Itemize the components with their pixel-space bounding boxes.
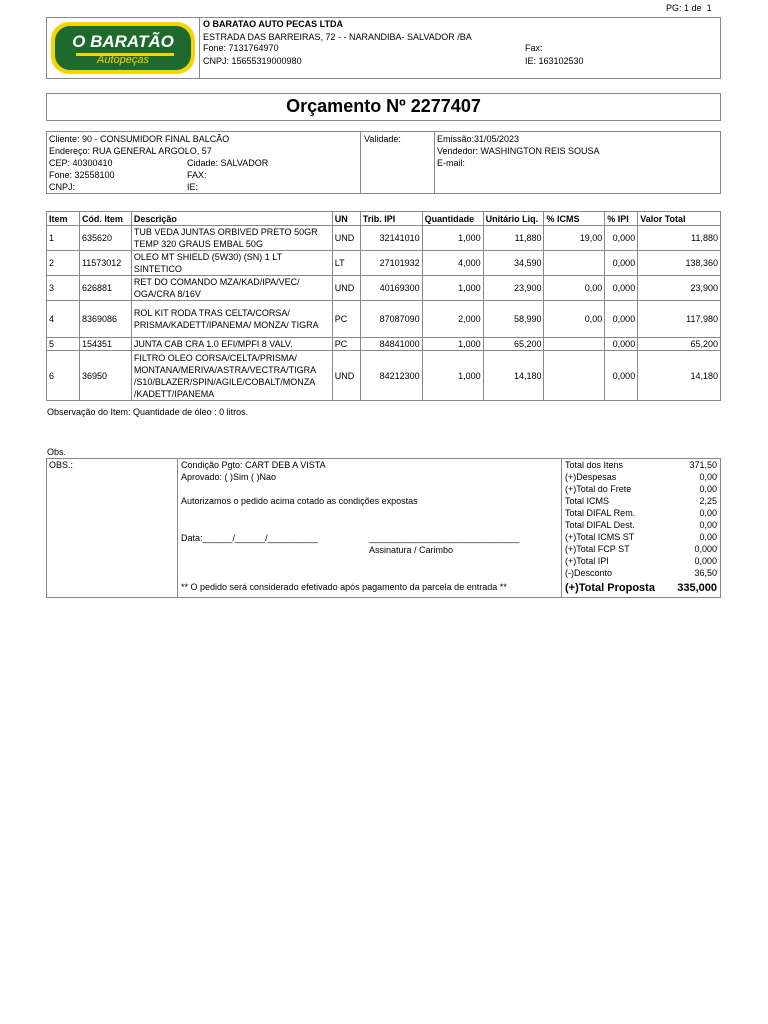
client-name: Cliente: 90 - CONSUMIDOR FINAL BALCÃO: [49, 134, 230, 144]
page-label: PG:: [666, 3, 682, 13]
cell-description: ROL KIT RODA TRAS CELTA/CORSA/ PRISMA/KADETT/IPANEMA/ MONZA/ TIGRA: [131, 301, 332, 338]
total-value: 371,50: [689, 460, 717, 470]
cell-quantity: 1,000: [422, 276, 483, 301]
client-fax: FAX:: [187, 170, 207, 180]
total-label: Total DIFAL Dest.: [565, 520, 635, 530]
cell-total: 23,900: [638, 276, 721, 301]
table-row: [47, 351, 721, 401]
cell-quantity: 1,000: [422, 226, 483, 251]
cell-icms: 19,00: [544, 226, 605, 251]
cell-item: 3: [47, 276, 80, 301]
cell-unit: UND: [332, 226, 360, 251]
cell-description: JUNTA CAB CRA 1.0 EFI/MPFI 8 VALV.: [131, 338, 332, 351]
company-name: O BARATAO AUTO PECAS LTDA: [203, 19, 343, 29]
cell-unit: PC: [332, 301, 360, 338]
cell-quantity: 4,000: [422, 251, 483, 276]
cell-trib-ipi: 32141010: [360, 226, 422, 251]
cell-code: 635620: [79, 226, 131, 251]
cell-description: OLEO MT SHIELD (5W30) (SN) 1 LT SINTETICO: [131, 251, 332, 276]
item-observation: Observação do Item: Quantidade de óleo : 0 litros.: [47, 407, 249, 417]
cell-total: 138,360: [638, 251, 721, 276]
cell-trib-ipi: 40169300: [360, 276, 422, 301]
issue-date: Emissão:31/05/2023: [437, 134, 520, 144]
col-header-code: Cód. Item: [79, 212, 131, 226]
company-ie: IE: 163102530: [525, 56, 584, 66]
cell-ipi: 0,000: [605, 276, 638, 301]
total-label: (+)Total do Frete: [565, 484, 632, 494]
cell-unit-price: 65,200: [483, 338, 544, 351]
total-value: 0,000: [694, 556, 717, 566]
signature-label: Assinatura / Carimbo: [369, 545, 454, 555]
cell-unit-price: 14,180: [483, 351, 544, 401]
total-label: Total dos Itens: [565, 460, 624, 470]
cell-quantity: 1,000: [422, 351, 483, 401]
items-header-row: [47, 212, 721, 226]
col-header-item: Item: [47, 212, 80, 226]
total-label: Total ICMS: [565, 496, 610, 506]
authorization-text: Autorizamos o pedido acima cotado as condições expostas: [181, 496, 418, 506]
total-proposta-label: (+)Total Proposta: [565, 582, 655, 594]
total-label: Total DIFAL Rem.: [565, 508, 636, 518]
payment-condition: Condição Pgto: CART DEB A VISTA: [181, 460, 326, 470]
cell-total: 117,980: [638, 301, 721, 338]
cell-icms: [544, 351, 605, 401]
page-current: 1: [684, 3, 690, 13]
cell-unit-price: 58,990: [483, 301, 544, 338]
company-phone: Fone: 7131764970: [203, 43, 279, 53]
date-field: Data:______/______/__________: [181, 533, 318, 543]
cell-total: 65,200: [638, 338, 721, 351]
cell-item: 1: [47, 226, 80, 251]
cell-trib-ipi: 84212300: [360, 351, 422, 401]
cell-trib-ipi: 27101932: [360, 251, 422, 276]
signature-line: ______________________________: [369, 533, 520, 543]
cell-unit: PC: [332, 338, 360, 351]
cell-trib-ipi: 87087090: [360, 301, 422, 338]
cell-icms: 0,00: [544, 301, 605, 338]
col-header-description: Descrição: [131, 212, 332, 226]
total-label: (-)Desconto: [565, 568, 613, 578]
seller: Vendedor: WASHINGTON REIS SOUSA: [437, 146, 600, 156]
logo-main-text: O BARATÃO: [72, 32, 174, 51]
cell-icms: [544, 338, 605, 351]
obs-box-label: OBS.:: [49, 460, 74, 470]
table-row: [47, 276, 721, 301]
total-value: 0,00: [699, 484, 717, 494]
total-value: 0,00: [699, 508, 717, 518]
cell-quantity: 2,000: [422, 301, 483, 338]
company-cnpj: CNPJ: 15655319000980: [203, 56, 302, 66]
cell-unit: UND: [332, 351, 360, 401]
cell-unit-price: 11,880: [483, 226, 544, 251]
client-ie: IE:: [187, 182, 199, 192]
col-header-trib-ipi: Trib. IPI: [360, 212, 422, 226]
client-address: Endereço: RUA GENERAL ARGOLO, 57: [49, 146, 212, 156]
cell-ipi: 0,000: [605, 351, 638, 401]
total-label: (+)Total IPI: [565, 556, 609, 566]
cell-code: 8369086: [79, 301, 131, 338]
client-phone: Fone: 32558100: [49, 170, 115, 180]
table-row: [47, 226, 721, 251]
total-label: (+)Total ICMS ST: [565, 532, 635, 542]
col-header-quantity: Quantidade: [422, 212, 483, 226]
company-fax: Fax:: [525, 43, 543, 53]
cell-icms: 0,00: [544, 276, 605, 301]
cell-unit-price: 23,900: [483, 276, 544, 301]
cell-code: 36950: [79, 351, 131, 401]
obs-label: Obs.: [47, 447, 67, 457]
cell-icms: [544, 251, 605, 276]
page-title: Orçamento Nº 2277407: [286, 96, 481, 116]
cell-unit: LT: [332, 251, 360, 276]
total-value: 36,50: [694, 568, 717, 578]
table-row: [47, 301, 721, 338]
client-cep: CEP: 40300410: [49, 158, 113, 168]
cell-unit: UND: [332, 276, 360, 301]
page-number: [666, 3, 712, 14]
col-header-ipi: % IPI: [605, 212, 638, 226]
page-total: 1: [706, 3, 712, 13]
order-note: ** O pedido será considerado efetivado após pagamento da parcela de entrada **: [181, 582, 507, 592]
cell-description: TUB VEDA JUNTAS ORBIVED PRETO 50GR TEMP 320 GRAUS EMBAL 50G: [131, 226, 332, 251]
cell-code: 626881: [79, 276, 131, 301]
cell-description: RET DO COMANDO MZA/KAD/IPA/VEC/ OGA/CRA 8/16V: [131, 276, 332, 301]
table-row: [47, 251, 721, 276]
table-row: [47, 338, 721, 351]
col-header-unit: UN: [332, 212, 360, 226]
total-value: 0,00: [699, 472, 717, 482]
validity: Validade:: [364, 134, 401, 144]
page-sep: de: [691, 3, 702, 13]
cell-ipi: 0,000: [605, 338, 638, 351]
cell-item: 6: [47, 351, 80, 401]
total-value: 0,00: [699, 520, 717, 530]
col-header-icms: % ICMS: [544, 212, 605, 226]
cell-description: FILTRO OLEO CORSA/CELTA/PRISMA/ MONTANA/MERIVA/ASTRA/VECTRA/TIGRA /S10/BLAZER/SPIN/AGILE/COBALT/MONZA /KADETT/IPANEMA: [131, 351, 332, 401]
total-proposta-value: 335,000: [677, 582, 717, 594]
company-address: ESTRADA DAS BARREIRAS, 72 - - NARANDIBA- SALVADOR /BA: [203, 32, 472, 42]
cell-unit-price: 34,590: [483, 251, 544, 276]
cell-trib-ipi: 84841000: [360, 338, 422, 351]
col-header-total: Valor Total: [638, 212, 721, 226]
cell-item: 4: [47, 301, 80, 338]
total-label: (+)Total FCP ST: [565, 544, 630, 554]
client-cnpj: CNPJ:: [49, 182, 76, 192]
client-email: E-mail:: [437, 158, 466, 168]
client-city: Cidade: SALVADOR: [187, 158, 269, 168]
cell-total: 11,880: [638, 226, 721, 251]
cell-item: 5: [47, 338, 80, 351]
cell-total: 14,180: [638, 351, 721, 401]
cell-ipi: 0,000: [605, 301, 638, 338]
cell-code: 11573012: [79, 251, 131, 276]
cell-item: 2: [47, 251, 80, 276]
total-label: (+)Despesas: [565, 472, 617, 482]
cell-code: 154351: [79, 338, 131, 351]
total-value: 0,000: [694, 544, 717, 554]
total-value: 2,25: [699, 496, 717, 506]
cell-quantity: 1,000: [422, 338, 483, 351]
company-logo: [50, 21, 196, 75]
items-table: [46, 211, 721, 401]
col-header-unit-price: Unitário Liq.: [483, 212, 544, 226]
total-value: 0,00: [699, 532, 717, 542]
cell-ipi: 0,000: [605, 251, 638, 276]
approval: Aprovado: ( )Sim ( )Nao: [181, 472, 277, 482]
cell-ipi: 0,000: [605, 226, 638, 251]
logo-sub-text: Autopeças: [97, 54, 149, 66]
